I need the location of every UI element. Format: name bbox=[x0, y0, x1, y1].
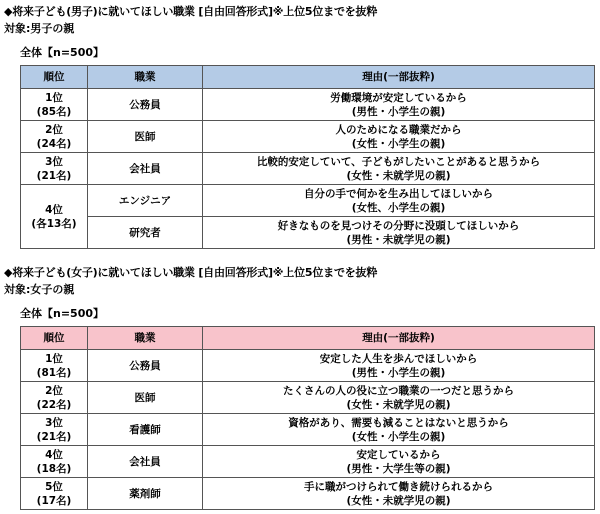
girls-section-title: ◆将来子ども(女子)に就いてほしい職業 [自由回答形式]※上位5位までを抜粋 bbox=[4, 266, 378, 279]
reason-text: 人のためになる職業だから bbox=[335, 123, 462, 136]
rank-label: 4位 bbox=[45, 448, 63, 461]
boys-ranking-table bbox=[20, 65, 595, 249]
reason-cell bbox=[203, 121, 595, 153]
reason-cell bbox=[203, 185, 595, 217]
table-row bbox=[21, 382, 595, 414]
reason-text: 安定しているから bbox=[356, 448, 441, 461]
rank-count: (17名) bbox=[36, 494, 72, 507]
rank-cell bbox=[21, 89, 88, 121]
job-cell: 医師 bbox=[88, 382, 203, 414]
rank-cell bbox=[21, 121, 88, 153]
reason-cell bbox=[203, 478, 595, 510]
rank-label: 4位 bbox=[45, 203, 63, 216]
girls-sample-size: 全体【n=500】 bbox=[20, 307, 105, 320]
table-row bbox=[21, 217, 595, 249]
respondent-text: (女性、小学生の親) bbox=[351, 201, 446, 214]
respondent-text: (男性・大学生等の親) bbox=[346, 462, 451, 475]
table-row bbox=[21, 446, 595, 478]
job-cell: 会社員 bbox=[88, 153, 203, 185]
table-row bbox=[21, 89, 595, 121]
header-job: 職業 bbox=[88, 327, 203, 350]
reason-text: 労働環境が安定しているから bbox=[330, 91, 467, 104]
table-row bbox=[21, 350, 595, 382]
header-rank: 順位 bbox=[21, 66, 88, 89]
respondent-text: (女性・未就学児の親) bbox=[346, 494, 451, 507]
rank-label: 2位 bbox=[45, 123, 63, 136]
job-cell: 研究者 bbox=[88, 217, 203, 249]
reason-text: 比較的安定していて、子どもがしたいことがあると思うから bbox=[256, 155, 541, 168]
rank-count: (81名) bbox=[36, 366, 72, 379]
reason-text: 手に職がつけられて働き続けられるから bbox=[304, 480, 493, 493]
rank-cell bbox=[21, 153, 88, 185]
table-row bbox=[21, 414, 595, 446]
reason-cell bbox=[203, 414, 595, 446]
job-cell: 医師 bbox=[88, 121, 203, 153]
rank-count: (22名) bbox=[36, 398, 72, 411]
reason-text: 安定した人生を歩んでほしいから bbox=[319, 352, 478, 365]
rank-count: (24名) bbox=[36, 137, 72, 150]
table-row bbox=[21, 185, 595, 217]
job-cell: 会社員 bbox=[88, 446, 203, 478]
reason-cell bbox=[203, 217, 595, 249]
rank-count: (85名) bbox=[36, 105, 72, 118]
respondent-text: (女性・小学生の親) bbox=[351, 137, 446, 150]
header-rank: 順位 bbox=[21, 327, 88, 350]
rank-count: (18名) bbox=[36, 462, 72, 475]
respondent-text: (男性・未就学児の親) bbox=[346, 233, 451, 246]
reason-text: 資格があり、需要も減ることはないと思うから bbox=[288, 416, 509, 429]
respondent-text: (男性・小学生の親) bbox=[351, 105, 446, 118]
boys-sample-size: 全体【n=500】 bbox=[20, 46, 105, 59]
table-row bbox=[21, 153, 595, 185]
rank-label: 3位 bbox=[45, 155, 63, 168]
respondent-text: (女性・小学生の親) bbox=[351, 430, 446, 443]
girls-target-label: 対象:女子の親 bbox=[4, 283, 75, 296]
reason-text: 好きなものを見つけその分野に没頭してほしいから bbox=[277, 219, 520, 232]
rank-count: (21名) bbox=[36, 430, 72, 443]
table-header-row bbox=[21, 66, 595, 89]
job-cell: 看護師 bbox=[88, 414, 203, 446]
boys-target-label: 対象:男子の親 bbox=[4, 22, 75, 35]
reason-text: たくさんの人の役に立つ職業の一つだと思うから bbox=[283, 384, 514, 397]
rank-label: 2位 bbox=[45, 384, 63, 397]
table-header-row bbox=[21, 327, 595, 350]
reason-cell bbox=[203, 446, 595, 478]
table-row bbox=[21, 478, 595, 510]
job-cell: 薬剤師 bbox=[88, 478, 203, 510]
reason-cell bbox=[203, 89, 595, 121]
table-row bbox=[21, 121, 595, 153]
rank-label: 1位 bbox=[45, 352, 63, 365]
rank-label: 3位 bbox=[45, 416, 63, 429]
girls-ranking-table bbox=[20, 326, 595, 510]
rank-cell bbox=[21, 478, 88, 510]
rank-cell bbox=[21, 350, 88, 382]
header-reason: 理由(一部抜粋) bbox=[203, 66, 595, 89]
job-cell: 公務員 bbox=[88, 89, 203, 121]
respondent-text: (男性・小学生の親) bbox=[351, 366, 446, 379]
header-job: 職業 bbox=[88, 66, 203, 89]
rank-label: 5位 bbox=[45, 480, 63, 493]
rank-count: (21名) bbox=[36, 169, 72, 182]
job-cell: 公務員 bbox=[88, 350, 203, 382]
reason-cell bbox=[203, 153, 595, 185]
respondent-text: (女性・未就学児の親) bbox=[346, 169, 451, 182]
boys-section-title: ◆将来子ども(男子)に就いてほしい職業 [自由回答形式]※上位5位までを抜粋 bbox=[4, 5, 378, 18]
job-cell: エンジニア bbox=[88, 185, 203, 217]
header-reason: 理由(一部抜粋) bbox=[203, 327, 595, 350]
reason-cell bbox=[203, 382, 595, 414]
rank-cell bbox=[21, 446, 88, 478]
rank-cell bbox=[21, 382, 88, 414]
reason-cell bbox=[203, 350, 595, 382]
rank-label: 1位 bbox=[45, 91, 63, 104]
rank-count: (各13名) bbox=[31, 217, 77, 230]
respondent-text: (女性・未就学児の親) bbox=[346, 398, 451, 411]
rank-cell bbox=[21, 414, 88, 446]
rank-cell bbox=[21, 185, 88, 249]
reason-text: 自分の手で何かを生み出してほしいから bbox=[304, 187, 493, 200]
